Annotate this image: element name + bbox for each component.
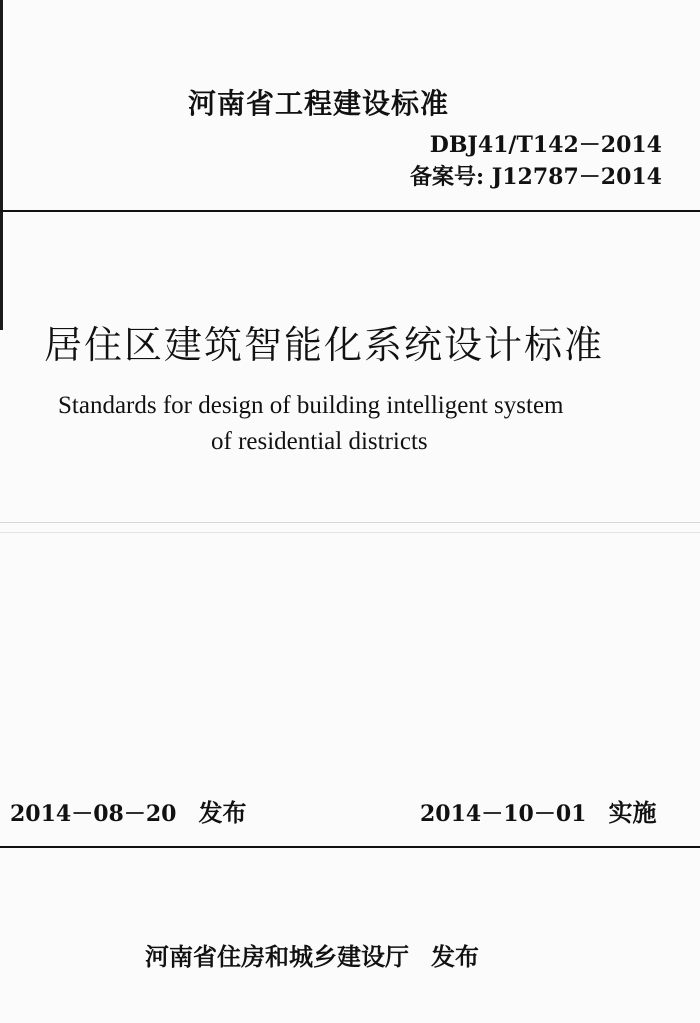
implement-date: 2014－10－01: [420, 801, 587, 827]
issuer-action: 发布: [431, 943, 479, 971]
document-title-english-line1: Standards for design of building intelligent system: [58, 392, 564, 419]
standard-type-heading: 河南省工程建设标准: [188, 87, 450, 120]
document-title-english-line2: of residential districts: [211, 428, 428, 455]
scan-edge-shadow: [0, 0, 3, 330]
record-number: 备案号: J12787－2014: [410, 164, 662, 190]
issuer-line: [145, 937, 479, 972]
fold-line: [0, 522, 700, 523]
implement-date-group: [420, 793, 656, 828]
publish-date-group: [10, 793, 246, 828]
top-divider: [0, 210, 700, 212]
fold-line-secondary: [0, 532, 700, 533]
publish-date: 2014－08－20: [10, 801, 177, 827]
issuer-name: 河南省住房和城乡建设厅: [145, 943, 409, 971]
publish-label: 发布: [198, 799, 247, 827]
bottom-divider: [0, 846, 700, 848]
standard-code: DBJ41/T142－2014: [429, 132, 662, 158]
document-title-chinese: 居住区建筑智能化系统设计标准: [44, 323, 605, 367]
implement-label: 实施: [608, 799, 657, 827]
